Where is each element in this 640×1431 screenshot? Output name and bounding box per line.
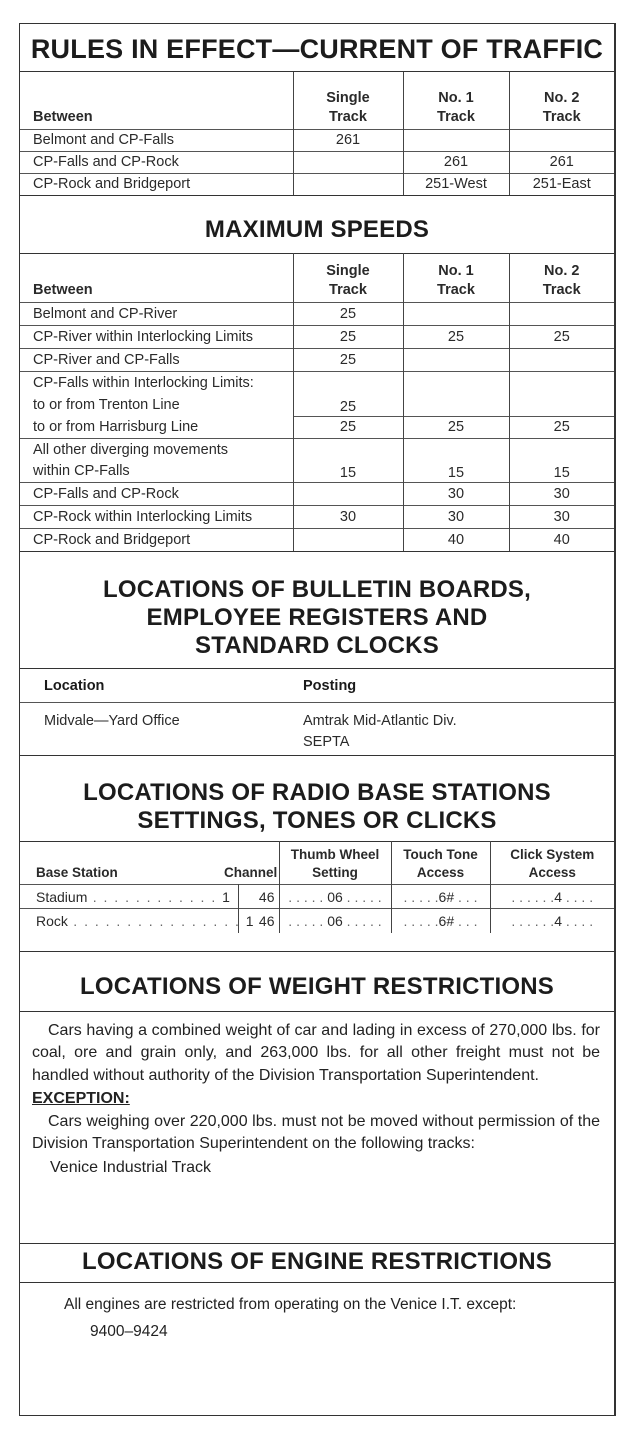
table-row-cp-falls-trenton xyxy=(20,372,614,417)
click-system-cell: . . . . . .4 . . . . xyxy=(511,888,594,905)
header-click-system: Click System Access xyxy=(510,847,595,880)
header-thumb-wheel: Thumb Wheel Setting xyxy=(279,842,391,885)
between-cell: CP-Falls and CP-Rock xyxy=(20,483,293,506)
no2-track-cell: 30 xyxy=(553,486,570,502)
single-track-cell: 15 xyxy=(293,439,403,483)
single-track-cell xyxy=(293,151,403,173)
touch-tone-cell: . . . . .6# . . . xyxy=(391,909,490,933)
no2-track-cell xyxy=(509,349,614,372)
thumb-wheel-cell: . . . . . 06 . . . . . xyxy=(279,909,391,933)
single-track-cell xyxy=(293,173,403,195)
no1-track-cell: 25 xyxy=(403,416,509,438)
radio-section-title: LOCATIONS OF RADIO BASE STATIONS SETTINGS, TONES OR CLICKS xyxy=(20,755,614,841)
no2-track-cell: 25 xyxy=(509,416,614,438)
no1-track-cell: 15 xyxy=(403,439,509,483)
header-no2-track: No. 2 Track xyxy=(542,89,581,125)
no2-track-cell: 25 xyxy=(553,329,570,345)
table-row xyxy=(20,129,614,151)
no1-track-cell: 261 xyxy=(403,151,509,173)
single-track-cell: 25 xyxy=(293,349,403,372)
table-row xyxy=(20,506,614,529)
no2-track-cell: 261 xyxy=(549,154,574,170)
table-row xyxy=(20,483,614,506)
between-cell: CP-River and CP-Falls xyxy=(20,349,293,372)
weight-paragraph: Cars having a combined weight of car and lading in excess of 270,000 lbs. for coal, ore and grain only, and 263,000 lbs. for all other freight must not be handled without authority of the Division Transportation Superintendent. xyxy=(32,1021,600,1084)
header-touch-tone: Touch Tone Access xyxy=(391,842,490,885)
single-track-cell: 25 xyxy=(293,303,403,326)
channel-a-value: 1 xyxy=(222,888,230,905)
cp-falls-harrisburg-label: to or from Harrisburg Line xyxy=(33,419,199,435)
header-single-track: Single Track xyxy=(293,254,403,303)
station-cell: Stadium . . . . . . . . . . . . 1 xyxy=(20,885,238,909)
table-row xyxy=(20,173,614,195)
engine-restriction-text: All engines are restricted from operating on the Venice I.T. except: xyxy=(64,1295,517,1313)
no1-track-cell: 40 xyxy=(403,529,509,552)
between-cell: CP-Rock and Bridgeport xyxy=(20,529,293,552)
table-row xyxy=(20,529,614,552)
between-cell: CP-Rock within Interlocking Limits xyxy=(20,506,293,529)
weight-restrictions-body xyxy=(20,1011,614,1243)
engine-section-title: LOCATIONS OF ENGINE RESTRICTIONS xyxy=(20,1243,614,1282)
single-track-cell: 25 xyxy=(293,326,403,349)
between-cell: CP-Falls and CP-Rock xyxy=(20,151,293,173)
click-system-cell: . . . . . .4 . . . . xyxy=(511,912,594,929)
posting-cell: Amtrak Mid-Atlantic Div. SEPTA xyxy=(303,713,457,750)
engine-restrictions-body xyxy=(20,1282,614,1345)
no2-track-cell: 30 xyxy=(553,509,570,525)
header-between: Between xyxy=(20,72,293,129)
list-item xyxy=(20,702,614,755)
between-cell: CP-Rock and Bridgeport xyxy=(20,173,293,195)
radio-header-row xyxy=(20,842,614,885)
no2-track-cell: 15 xyxy=(553,465,570,481)
no1-track-cell: 30 xyxy=(403,506,509,529)
engine-number-range: 9400–9424 xyxy=(90,1322,168,1340)
weight-section-title: LOCATIONS OF WEIGHT RESTRICTIONS xyxy=(20,951,614,1011)
header-posting: Posting xyxy=(303,677,357,694)
between-cell: Belmont and CP-River xyxy=(20,303,293,326)
cp-falls-heading: CP-Falls within Interlocking Limits: xyxy=(33,375,254,391)
no2-track-cell: 40 xyxy=(553,532,570,548)
no1-track-cell xyxy=(403,303,509,326)
speeds-table xyxy=(20,253,614,551)
channel-b-cell: 46 xyxy=(238,909,279,933)
header-base-station: Base Station xyxy=(36,865,118,880)
timetable-page xyxy=(19,23,616,1416)
cp-falls-trenton-label: to or from Trenton Line xyxy=(33,397,180,413)
table-row xyxy=(20,303,614,326)
table-row xyxy=(20,326,614,349)
between-cell: CP-River within Interlocking Limits xyxy=(20,326,293,349)
header-no1-track: No. 1 Track xyxy=(403,72,509,129)
table-row xyxy=(20,885,614,909)
no2-track-cell xyxy=(509,303,614,326)
touch-tone-cell: . . . . .6# . . . xyxy=(391,885,490,909)
between-cell: Belmont and CP-Falls xyxy=(20,129,293,151)
between-cell: All other diverging movements within CP-Falls xyxy=(20,439,293,483)
no1-track-cell: 30 xyxy=(403,483,509,506)
table-row xyxy=(20,151,614,173)
rules-header-row xyxy=(20,72,614,129)
thumb-wheel-cell: . . . . . 06 . . . . . xyxy=(279,885,391,909)
single-track-cell: 25 xyxy=(293,372,403,417)
exception-label: EXCEPTION: xyxy=(32,1090,130,1107)
single-track-cell: 261 xyxy=(293,129,403,151)
single-track-cell xyxy=(293,529,403,552)
no1-track-cell xyxy=(403,129,509,151)
table-row xyxy=(20,909,614,933)
speeds-header-row xyxy=(20,254,614,303)
table-row xyxy=(20,349,614,372)
speeds-section-title: MAXIMUM SPEEDS xyxy=(20,195,614,253)
no2-track-cell xyxy=(509,372,614,417)
table-row-diverging xyxy=(20,439,614,483)
header-between: Between xyxy=(20,254,293,303)
header-no2-track: No. 2 Track xyxy=(542,263,581,298)
header-location: Location xyxy=(44,677,105,694)
channel-a-value: 1 xyxy=(245,912,254,929)
rules-section-title: RULES IN EFFECT—CURRENT OF TRAFFIC xyxy=(20,24,614,72)
no1-track-cell: 251-West xyxy=(403,173,509,195)
no2-track-cell: 251-East xyxy=(532,176,591,193)
header-channel: Channel xyxy=(224,842,265,885)
restricted-track: Venice Industrial Track xyxy=(50,1158,211,1176)
bulletin-header-row xyxy=(20,668,614,702)
radio-table xyxy=(20,841,614,933)
exception-paragraph: Cars weighing over 220,000 lbs. must not be moved without permission of the Division Transportation Superintendent on the following tracks: xyxy=(32,1112,600,1152)
header-no1-track: No. 1 Track xyxy=(403,254,509,303)
no2-track-cell xyxy=(509,129,614,151)
between-cell-cp-falls xyxy=(20,372,293,439)
header-single-track: Single Track xyxy=(293,72,403,129)
channel-b-cell: 46 xyxy=(238,885,279,909)
no1-track-cell xyxy=(403,349,509,372)
rules-table xyxy=(20,72,614,195)
no1-track-cell: 25 xyxy=(403,326,509,349)
single-track-cell xyxy=(293,483,403,506)
single-track-cell: 25 xyxy=(293,416,403,438)
single-track-cell: 30 xyxy=(293,506,403,529)
bulletin-section-title: LOCATIONS OF BULLETIN BOARDS, EMPLOYEE REGISTERS AND STANDARD CLOCKS xyxy=(20,551,614,668)
station-cell: Rock . . . . . . . . . . . . . . . . 1 xyxy=(20,909,238,933)
location-cell: Midvale—Yard Office xyxy=(44,713,180,729)
no1-track-cell xyxy=(403,372,509,417)
